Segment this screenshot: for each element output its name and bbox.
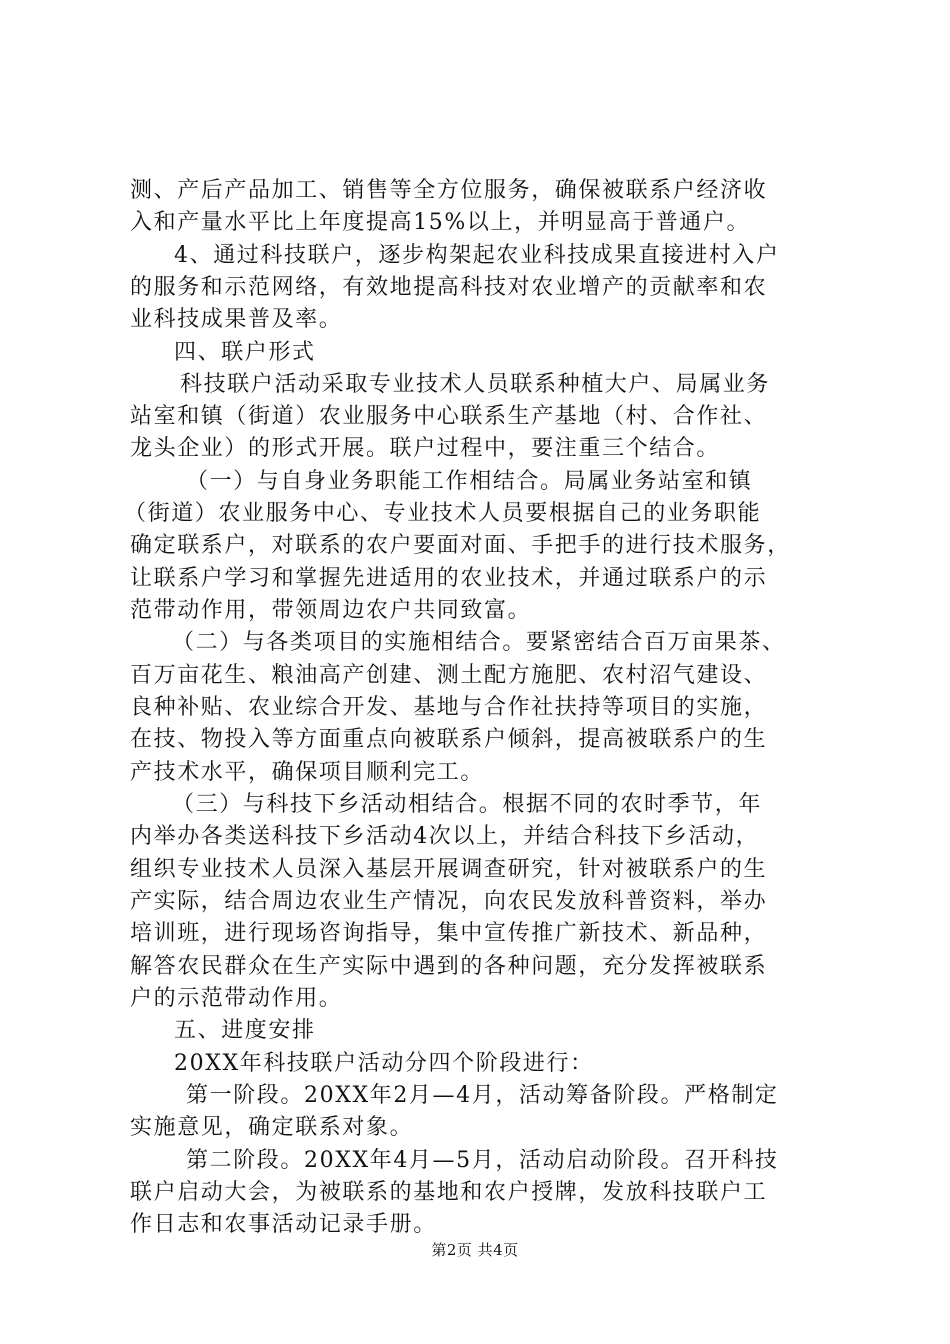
text-line: （二）与各类项目的实施相结合。要紧密结合百万亩果茶、 — [172, 630, 786, 655]
text-line: 站室和镇（街道）农业服务中心联系生产基地（村、合作社、 — [130, 404, 768, 429]
text-line: 培训班，进行现场咨询指导，集中宣传推广新技术、新品种， — [130, 921, 768, 946]
text-line: 良种补贴、农业综合开发、基地与合作社扶持等项目的实施， — [130, 695, 768, 720]
text-line: 科技联户活动采取专业技术人员联系种植大户、局属业务 — [180, 372, 771, 397]
text-line: 产实际，结合周边农业生产情况，向农民发放科普资料，举办 — [130, 889, 768, 914]
section-heading: 四、联户形式 — [174, 340, 316, 365]
text-line: 内举办各类送科技下乡活动4次以上，并结合科技下乡活动， — [130, 824, 760, 849]
text-line: （三）与科技下乡活动相结合。根据不同的农时季节，年 — [172, 792, 763, 817]
page-number-footer: 第2页 共4页 — [431, 1241, 519, 1259]
text-line: 的服务和示范网络，有效地提高科技对农业增产的贡献率和农 — [130, 275, 768, 300]
text-line: 测、产后产品加工、销售等全方位服务，确保被联系户经济收 — [130, 178, 768, 203]
text-line: 让联系户学习和掌握先进适用的农业技术，并通过联系户的示 — [130, 566, 768, 591]
text-line: 在技、物投入等方面重点向被联系户倾斜，提高被联系户的生 — [130, 727, 768, 752]
section-heading: 五、进度安排 — [174, 1018, 316, 1043]
text-line: 户的示范带动作用。 — [130, 986, 343, 1011]
text-line: （街道）农业服务中心、专业技术人员要根据自己的业务职能 — [124, 501, 762, 526]
text-line: 百万亩花生、粮油高产创建、测土配方施肥、农村沼气建设、 — [130, 663, 768, 688]
text-line: 实施意见，确定联系对象。 — [130, 1115, 414, 1140]
text-line: 范带动作用，带领周边农户共同致富。 — [130, 598, 532, 623]
text-line: 业科技成果普及率。 — [130, 307, 343, 332]
text-line: 20XX年科技联户活动分四个阶段进行： — [174, 1051, 594, 1076]
text-line: 解答农民群众在生产实际中遇到的各种问题，充分发挥被联系 — [130, 954, 768, 979]
text-line: 第一阶段。20XX年2月—4月，活动筹备阶段。严格制定 — [186, 1083, 779, 1108]
text-line: 确定联系户，对联系的农户要面对面、手把手的进行技术服务， — [130, 533, 791, 558]
text-line: 龙头企业）的形式开展。联户过程中，要注重三个结合。 — [130, 436, 721, 461]
text-line: 入和产量水平比上年度提高15%以上，并明显高于普通户。 — [130, 210, 751, 235]
text-line: 组织专业技术人员深入基层开展调查研究，针对被联系户的生 — [130, 857, 768, 882]
text-line: （一）与自身业务职能工作相结合。局属业务站室和镇 — [186, 469, 753, 494]
text-line: 作日志和农事活动记录手册。 — [130, 1212, 437, 1237]
text-line: 第二阶段。20XX年4月—5月，活动启动阶段。召开科技 — [186, 1148, 779, 1173]
text-line: 4、通过科技联户，逐步构架起农业科技成果直接进村入户 — [174, 243, 780, 268]
text-line: 联户启动大会，为被联系的基地和农户授牌，发放科技联户工 — [130, 1180, 768, 1205]
text-line: 产技术水平，确保项目顺利完工。 — [130, 760, 485, 785]
